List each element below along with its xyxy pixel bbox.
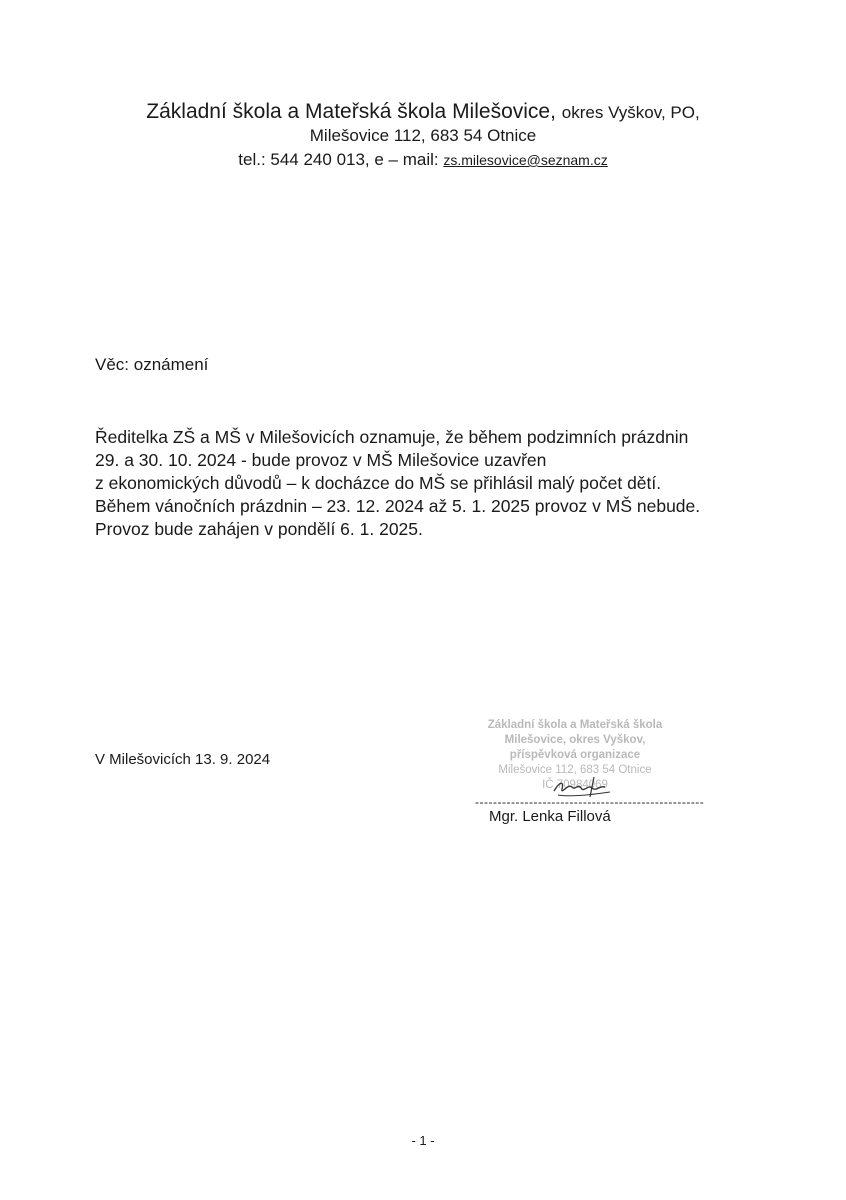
header-school-line — [0, 100, 846, 124]
header-contact-line — [0, 150, 846, 170]
stamp-line: příspěvková organizace — [509, 749, 641, 761]
stamp-line: Milešovice, okres Vyškov, — [504, 734, 646, 746]
stamp-line: IČ 70984069 — [542, 779, 608, 791]
body-paragraph: z ekonomických důvodů – k docházce do MŠ se přihlásil malý počet dětí. — [95, 473, 662, 493]
signature-line: --------------------------------------------------- — [475, 795, 705, 809]
body-paragraph: 29. a 30. 10. 2024 - bude provoz v MŠ Milešovice uzavřen — [95, 450, 547, 470]
header-phone: tel.: 544 240 013, e – mail: — [238, 150, 444, 169]
page-number: - 1 - — [411, 1133, 435, 1148]
signer-name: Mgr. Lenka Fillová — [489, 808, 611, 825]
school-district: okres Vyškov, PO, — [561, 103, 700, 122]
school-name: Základní škola a Mateřská škola Milešovice, — [146, 100, 556, 123]
email-link[interactable]: zs.milesovice@seznam.cz — [443, 152, 608, 168]
body-paragraph: Během vánočních prázdnin – 23. 12. 2024 až 5. 1. 2025 provoz v MŠ nebude. — [95, 496, 701, 516]
subject-line: Věc: oznámení — [95, 355, 209, 374]
place-and-date: V Milešovicích 13. 9. 2024 — [95, 751, 271, 768]
stamp-line: Základní škola a Mateřská škola — [487, 719, 663, 731]
header-address: Milešovice 112, 683 54 Otnice — [309, 126, 537, 145]
body-paragraph: Provoz bude zahájen v pondělí 6. 1. 2025. — [95, 519, 423, 539]
announcement-body — [95, 426, 735, 541]
body-paragraph: Ředitelka ZŠ a MŠ v Milešovicích oznamuje, že během podzimních prázdnin — [95, 427, 689, 447]
stamp-line: Milešovice 112, 683 54 Otnice — [498, 764, 652, 776]
